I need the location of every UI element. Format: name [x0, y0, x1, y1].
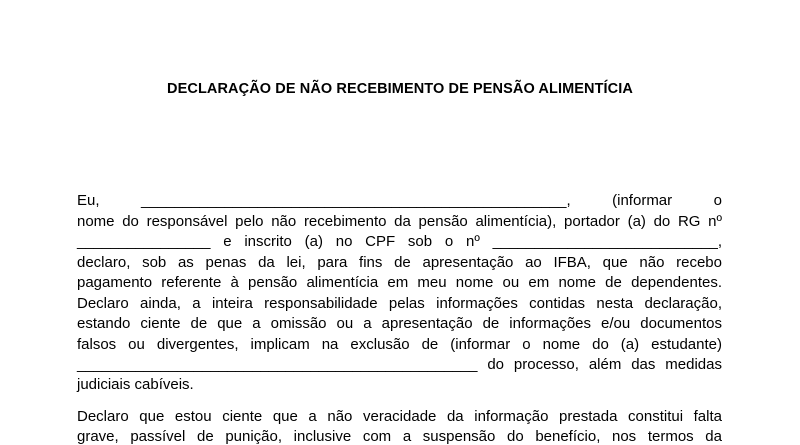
paragraph-1-line-6: Declaro ainda, a inteira responsabilidade pelas informações contidas nesta declaração,: [77, 295, 722, 312]
paragraph-1-line-8: falsos ou divergentes, implicam na exclusão de (informar o nome do (a) estudante): [77, 336, 722, 353]
paragraph-1-line-9: ________________________________________________ do processo, além das medidas: [77, 356, 722, 373]
paragraph-1-line-5: pagamento referente à pensão alimentícia em meu nome ou em nome de dependentes.: [77, 274, 722, 291]
paragraph-1-line-1: Eu, ___________________________________________________, (informar o: [77, 192, 722, 209]
paragraph-2-line-2: grave, passível de punição, inclusive com a suspensão do benefício, nos termos da: [77, 428, 722, 445]
paragraph-1-line-7: estando ciente de que a omissão ou a apresentação de informações e/ou documentos: [77, 315, 722, 332]
paragraph-1-line-2: nome do responsável pelo não recebimento da pensão alimentícia), portador (a) do RG nº: [77, 213, 722, 230]
paragraph-1-line-4: declaro, sob as penas da lei, para fins de apresentação ao IFBA, que não recebo: [77, 254, 722, 271]
document-title: DECLARAÇÃO DE NÃO RECEBIMENTO DE PENSÃO ALIMENTÍCIA: [167, 81, 633, 97]
paragraph-2-line-1: Declaro que estou ciente que a não veracidade da informação prestada constitui falta: [77, 408, 722, 425]
paragraph-1-line-10: judiciais cabíveis.: [77, 376, 194, 393]
paragraph-1-line-3: ________________ e inscrito (a) no CPF sob o nº ___________________________,: [77, 233, 722, 250]
